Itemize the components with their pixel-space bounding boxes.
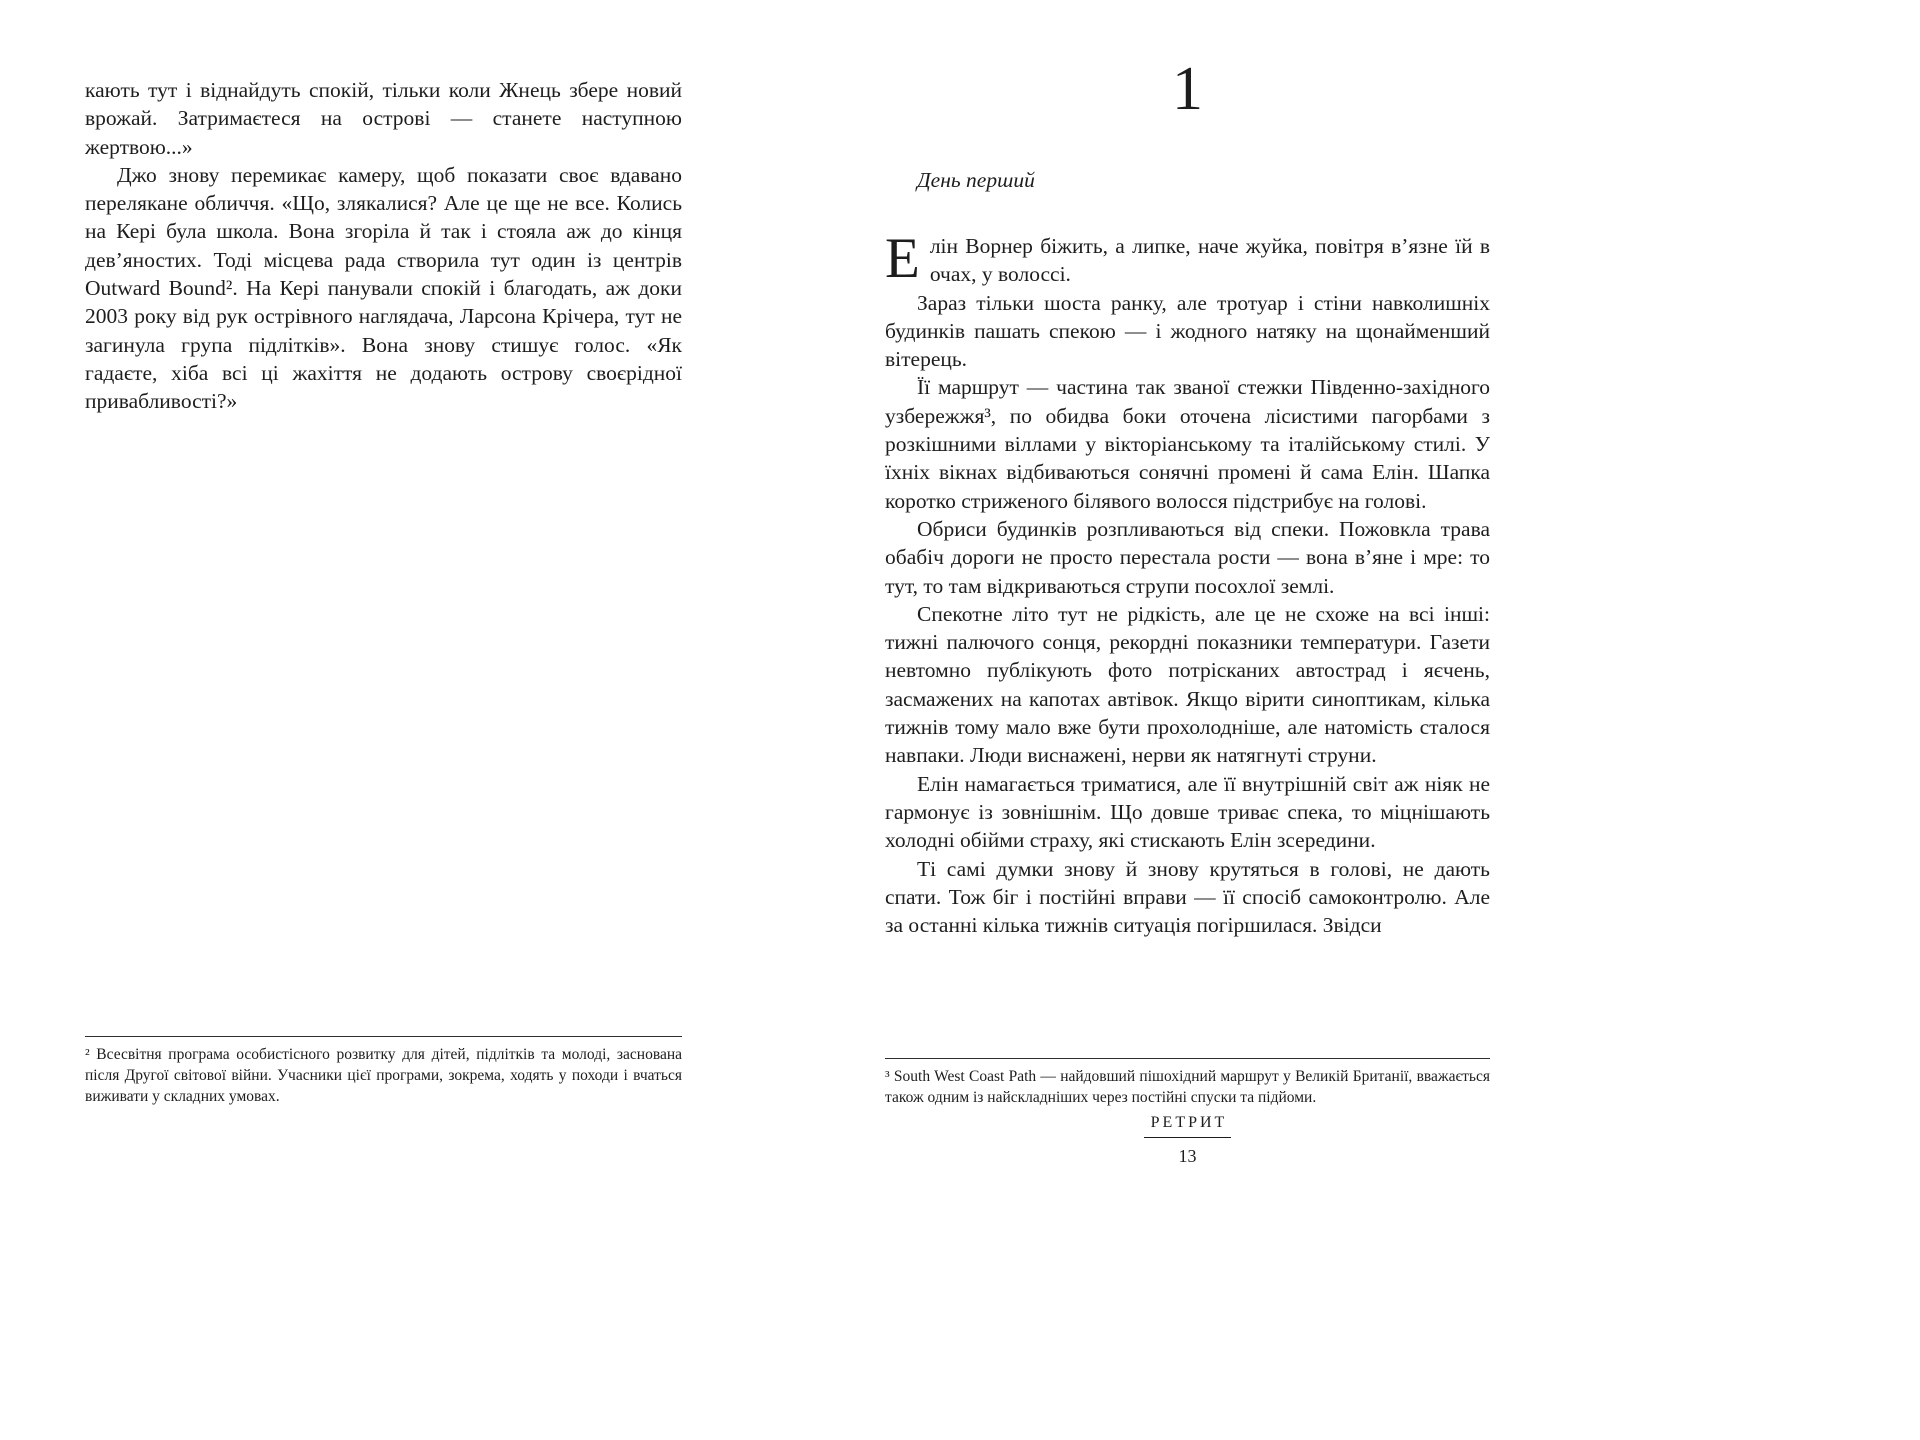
paragraph: Ті самі думки знову й знову крутяться в голові, не дають спати. Тож біг і постійні вправи — її спосіб самоконтролю. Але за останні кілька тижнів ситуація погіршилася. Звідси bbox=[885, 856, 1490, 938]
paragraph: кають тут і віднайдуть спокій, тільки коли Жнець збере новий врожай. Затримаєтеся на острові — станете наступною жертвою...» bbox=[85, 78, 682, 159]
footnote: ³ South West Coast Path — найдовший пішохідний маршрут у Великій Британії, вважається також одним із найскладніших через постійні спуски та підйоми. bbox=[885, 1068, 1490, 1106]
right-page-footnotes bbox=[885, 1058, 1490, 1108]
paragraph-text: лін Ворнер біжить, а липке, наче жуйка, повітря в’язне їй в очах, у волоссі. bbox=[929, 234, 1490, 287]
footnote-divider bbox=[85, 1036, 682, 1037]
page-number: 13 bbox=[1178, 1146, 1197, 1166]
footnote: ² Всесвітня програма особистісного розвитку для дітей, підлітків та молоді, заснована після Другої світової війни. Учасники цієї програми, зокрема, ходять у походи і вчаться виживати у складних умовах. bbox=[85, 1046, 682, 1105]
page-footer bbox=[885, 1114, 1490, 1167]
paragraph: Елін намагається триматися, але її внутрішній світ аж ніяк не гармонує із зовнішнім. Що довше триває спека, то міцнішають холодні обійми страху, які стискають Елін зсередини. bbox=[885, 771, 1490, 853]
drop-cap: Е bbox=[885, 227, 920, 290]
running-title: РЕТРИТ bbox=[1144, 1114, 1232, 1138]
chapter-body bbox=[885, 227, 1490, 939]
paragraph-dropcap bbox=[885, 227, 1490, 290]
footnote-divider bbox=[885, 1058, 1490, 1059]
paragraph: Спекотне літо тут не рідкість, але це не схоже на всі інші: тижні палючого сонця, рекордні показники температури. Газети невтомно публікують фото потрісканих автострад і яєчень, засмажених на капотах автівок. Якщо вірити синоптикам, кілька тижнів тому мало вже бути прохолодніше, але натомість сталося навпаки. Люди виснажені, нерви як натягнуті струни. bbox=[885, 601, 1490, 768]
paragraph: Обриси будинків розпливаються від спеки. Пожовкла трава обабіч дороги не просто перестала рости — вона в’яне і мре: то тут, то там відкриваються струпи посохлої землі. bbox=[885, 516, 1490, 598]
paragraph: Зараз тільки шоста ранку, але тротуар і стіни навколишніх будинків пашать спекою — і жодного натяку на щонайменший вітерець. bbox=[885, 290, 1490, 372]
paragraph: Джо знову перемикає камеру, щоб показати своє вдавано перелякане обличчя. «Що, злякалися? Але це ще не все. Колись на Кері була школа. Вона згоріла й так і стояла аж до кінця дев’яностих. Тоді місцева рада створила тут один із центрів Outward Bound². На Кері панували спокій і благодать, аж доки 2003 року від рук острівного наглядача, Ларсона Крічера, тут не загинула група підлітків». Вона знову стишує голос. «Як гадаєте, хіба всі ці жахіття не додають острову своєрідної привабливості?» bbox=[85, 162, 682, 414]
right-page-text bbox=[885, 55, 1490, 939]
left-page-text bbox=[85, 76, 682, 416]
paragraph: Її маршрут — частина так званої стежки Південно-західного узбережжя³, по обидва боки оточена лісистими пагорбами з розкішними віллами у вікторіанському та італійському стилі. У їхніх вікнах відбиваються сонячні промені й сама Елін. Шапка коротко стриженого білявого волосся підстрибує на голові. bbox=[885, 375, 1490, 513]
section-heading: День перший bbox=[917, 168, 1035, 192]
chapter-number: 1 bbox=[1172, 55, 1203, 123]
left-page-footnotes bbox=[85, 1036, 682, 1107]
